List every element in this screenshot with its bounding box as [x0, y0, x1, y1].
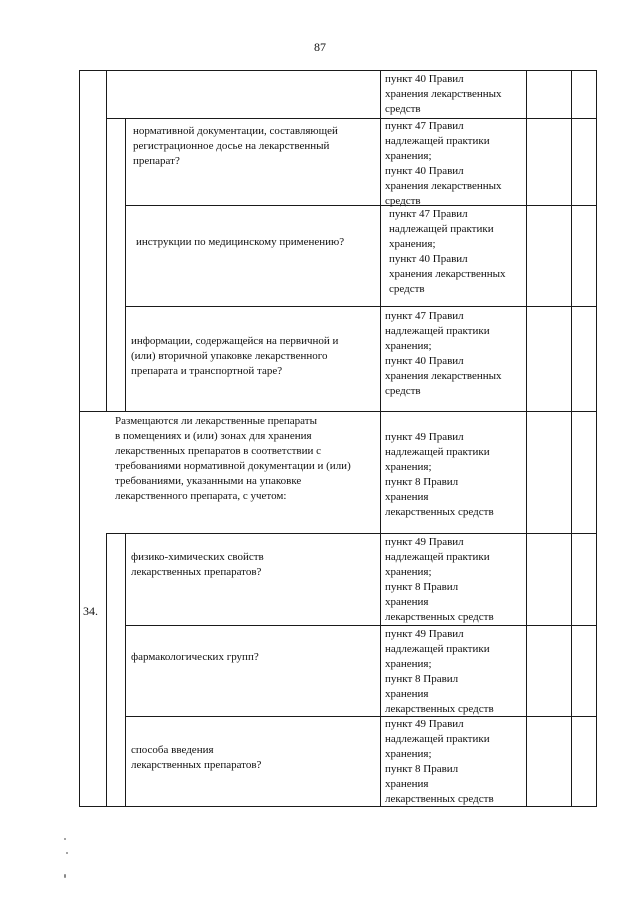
row-2-reference: пункт 47 Правил надлежащей практики хранения; пункт 40 Правил хранения лекарственных средств — [385, 120, 502, 207]
item-34-sub-1-question: физико-химических свойств лекарственных препаратов? — [131, 551, 264, 578]
item-34-sub-3-reference: пункт 49 Правил надлежащей практики хранения; пункт 8 Правил хранения лекарственных средств — [385, 718, 494, 805]
item-34-sub-1-reference: пункт 49 Правил надлежащей практики хранения; пункт 8 Правил хранения лекарственных средств — [385, 536, 494, 623]
row-line-4 — [79, 411, 597, 412]
col-line-a2 — [106, 533, 107, 807]
row-4-question: информации, содержащейся на первичной и (или) вторичной упаковке лекарственного препарата и транспортной таре? — [131, 335, 339, 377]
item-34-sub-2-reference: пункт 49 Правил надлежащей практики хранения; пункт 8 Правил хранения лекарственных средств — [385, 628, 494, 715]
row-2-question: нормативной документации, составляющей регистрационное досье на лекарственный препарат? — [133, 125, 338, 167]
table-border-left — [79, 70, 80, 807]
col-line-d — [571, 70, 572, 807]
row-line-5 — [106, 533, 597, 534]
row-line-3 — [125, 306, 597, 307]
item-34-reference: пункт 49 Правил надлежащей практики хранения; пункт 8 Правил хранения лекарственных средств — [385, 431, 494, 518]
col-line-b2 — [125, 533, 126, 807]
row-4-reference: пункт 47 Правил надлежащей практики хранения; пункт 40 Правил хранения лекарственных средств — [385, 310, 502, 397]
col-line-a — [106, 70, 107, 412]
row-line-6 — [125, 625, 597, 626]
item-34-sub-2-question: фармакологических групп? — [131, 651, 259, 663]
page-number: 87 — [314, 40, 326, 54]
item-34-sub-3-question: способа введения лекарственных препаратов? — [131, 744, 262, 771]
table-border-top — [79, 70, 597, 71]
row-1-reference: пункт 40 Правил хранения лекарственных средств — [385, 73, 502, 115]
item-34-number: 34. — [83, 604, 98, 618]
scan-speck — [66, 852, 68, 854]
row-3-question: инструкции по медицинскому применению? — [136, 236, 345, 248]
row-3-reference: пункт 47 Правил надлежащей практики хранения; пункт 40 Правил хранения лекарственных средств — [389, 208, 506, 295]
col-line-b — [125, 118, 126, 412]
table-border-right — [596, 70, 597, 807]
scan-speck — [64, 874, 66, 878]
item-34-question: Размещаются ли лекарственные препараты в помещениях и (или) зонах для хранения лекарственных препаратов в соответствии с требованиями нормативной документации и (или) требованиями, указанными на упаковке лекарственного препарата, с учетом: — [115, 415, 351, 502]
scan-speck — [64, 838, 66, 840]
col-line-ref — [380, 70, 381, 807]
